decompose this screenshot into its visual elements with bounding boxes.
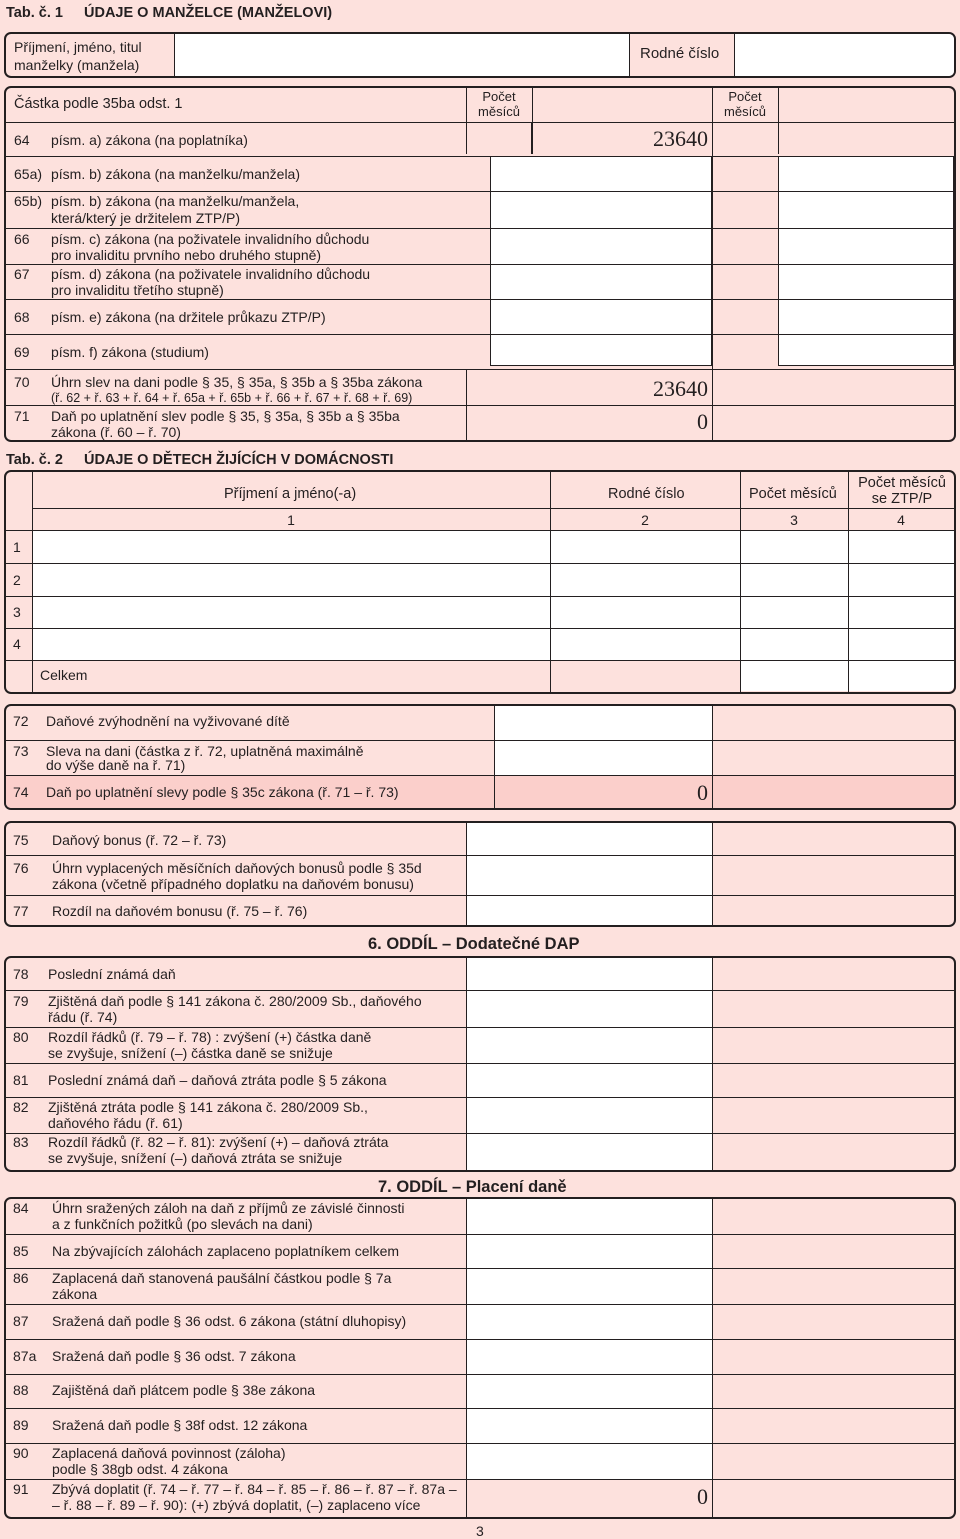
row-71-code: 71: [14, 408, 30, 424]
row-84-code: 84: [13, 1200, 29, 1216]
row-67-text2: pro invaliditu třetího stupně): [51, 282, 224, 298]
page-number: 3: [476, 1523, 484, 1539]
row-84-text2: a z funkčních požitků (po slevách na dani): [52, 1216, 313, 1232]
col-ztp-header-line1: Počet měsíců: [858, 475, 946, 491]
months-label-1: Počet měsíců: [478, 89, 520, 119]
row-71-text2: zákona (ř. 60 – ř. 70): [51, 424, 181, 440]
row-76-text2: zákona (včetně případného doplatku na daňovém bonusu): [52, 876, 414, 892]
children-total-label: Celkem: [40, 667, 88, 683]
row-87a-code: 87a: [13, 1348, 37, 1364]
row-78-text: Poslední známá daň: [48, 966, 176, 982]
col-num-2: 2: [641, 512, 649, 528]
row-65b-code: 65b): [14, 193, 43, 209]
bonus-value-cells[interactable]: [467, 823, 712, 925]
section7-title: 7. ODDÍL – Placení daně: [378, 1178, 567, 1196]
child-row-3: 3: [13, 604, 21, 620]
row-87-text: Sražená daň podle § 36 odst. 6 zákona (státní dluhopisy): [52, 1313, 407, 1329]
months-label-2: Počet měsíců: [724, 89, 766, 119]
row-86-text: Zaplacená daň stanovená paušální částkou podle § 7a: [52, 1270, 392, 1286]
tab1-prefix: Tab. č. 1: [6, 5, 63, 21]
row-65b-text: písm. b) zákona (na manželku/manžela,: [51, 193, 300, 209]
row-79-code: 79: [13, 993, 29, 1009]
row-71-value: 0: [697, 409, 708, 434]
row-76-text: Úhrn vyplacených měsíčních daňových bonusů podle § 35d: [52, 860, 422, 876]
row-64-text: písm. a) zákona (na poplatníka): [51, 132, 248, 148]
children-months-cells[interactable]: [741, 531, 848, 691]
row-78-code: 78: [13, 966, 29, 982]
row-91-text: Zbývá doplatit (ř. 74 – ř. 77 – ř. 84 – ř. 85 – ř. 86 – ř. 87 – ř. 87a –: [52, 1481, 457, 1497]
tab2-prefix: Tab. č. 2: [6, 452, 63, 468]
row-69-code: 69: [14, 344, 30, 360]
row-91-value: 0: [697, 1484, 708, 1509]
col-num-1: 1: [287, 512, 295, 528]
col-months-header: Počet měsíců: [749, 486, 837, 502]
row-73-code: 73: [13, 743, 29, 759]
row-89-text: Sražená daň podle § 38f odst. 12 zákona: [52, 1417, 308, 1433]
row-91-code: 91: [13, 1481, 29, 1497]
row-68-code: 68: [14, 309, 30, 325]
col-num-3: 3: [790, 512, 798, 528]
row-66-text2: pro invaliditu prvního nebo druhého stupně): [51, 247, 322, 263]
row-90-code: 90: [13, 1445, 29, 1461]
row-74-value: 0: [697, 780, 708, 805]
row-91-text2: – ř. 88 – ř. 89 – ř. 90): (+) zbývá doplatit, (–) zaplaceno více: [52, 1497, 421, 1513]
row-79-text2: řádu (ř. 74): [48, 1009, 118, 1025]
row-82-text2: daňového řádu (ř. 61): [48, 1115, 183, 1131]
row-73-text: Sleva na dani (částka z ř. 72, uplatněná maximálně: [46, 743, 364, 759]
row-81-text: Poslední známá daň – daňová ztráta podle § 5 zákona: [48, 1072, 387, 1088]
row-83-text: Rozdíl řádků (ř. 82 – ř. 81): zvýšení (+) – daňová ztráta: [48, 1134, 389, 1150]
row-65b-text2: která/který je držitelem ZTP/P): [51, 210, 241, 226]
row-65a-text: písm. b) zákona (na manželku/manžela): [51, 166, 300, 182]
col-name-header: Příjmení a jméno(-a): [224, 486, 357, 502]
row-80-code: 80: [13, 1029, 29, 1045]
children-ztp-cells[interactable]: [849, 531, 954, 691]
spouse-birth-label: Rodné číslo: [640, 45, 720, 62]
row-82-code: 82: [13, 1099, 29, 1115]
row-70-value: 23640: [653, 376, 708, 401]
row-67-text: písm. d) zákona (na poživatele invalidního důchodu: [51, 266, 371, 282]
row-66-text: písm. c) zákona (na poživatele invalidního důchodu: [51, 231, 370, 247]
row-82-text: Zjištěná ztráta podle § 141 zákona č. 280/2009 Sb.,: [48, 1099, 368, 1115]
row-73-text2: do výše daně na ř. 71): [46, 757, 186, 773]
child-row-4: 4: [13, 636, 21, 652]
row-89-code: 89: [13, 1417, 29, 1433]
row-65a-code: 65a): [14, 166, 43, 182]
row-79-text: Zjištěná daň podle § 141 zákona č. 280/2009 Sb., daňového: [48, 993, 422, 1009]
section6-title: 6. ODDÍL – Dodatečné DAP: [368, 935, 580, 953]
spouse-name-label: Příjmení, jméno, titul manželky (manžela): [14, 39, 142, 73]
col-num-4: 4: [897, 512, 905, 528]
row-77-code: 77: [13, 903, 29, 919]
row-84-text: Úhrn sražených záloh na daň z příjmů ze závislé činnosti: [52, 1200, 405, 1216]
row-85-text: Na zbývajících zálohách zaplaceno poplatníkem celkem: [52, 1243, 400, 1259]
row-72-text: Daňové zvýhodnění na vyživované dítě: [46, 713, 290, 729]
row-80-text: Rozdíl řádků (ř. 79 – ř. 78) : zvýšení (+) částka daně: [48, 1029, 372, 1045]
row-69-text: písm. f) zákona (studium): [51, 344, 209, 360]
col-ztp-header-line2: se ZTP/P: [871, 491, 933, 507]
row-68-text: písm. e) zákona (na držitele průkazu ZTP/P): [51, 309, 326, 325]
row-87a-text: Sražená daň podle § 36 odst. 7 zákona: [52, 1348, 296, 1364]
row-74-code: 74: [13, 784, 29, 800]
row-70-text: Úhrn slev na dani podle § 35, § 35a, § 35b a § 35ba zákona: [51, 374, 423, 390]
row-75-text: Daňový bonus (ř. 72 – ř. 73): [52, 832, 227, 848]
row-81-code: 81: [13, 1072, 29, 1088]
spouse-name-input[interactable]: [174, 34, 630, 76]
row-88-code: 88: [13, 1382, 29, 1398]
row-86-text2: zákona: [52, 1286, 98, 1302]
child-row-2: 2: [13, 572, 21, 588]
tab1-title: ÚDAJE O MANŽELCE (MANŽELOVI): [84, 5, 333, 21]
row-67-code: 67: [14, 266, 30, 282]
row-72-code: 72: [13, 713, 29, 729]
tab2-title: ÚDAJE O DĚTECH ŽIJÍCÍCH V DOMÁCNOSTI: [84, 452, 394, 468]
row-86-code: 86: [13, 1270, 29, 1286]
row-77-text: Rozdíl na daňovém bonusu (ř. 75 – ř. 76): [52, 903, 308, 919]
child-row-1: 1: [13, 539, 21, 555]
row-64-code: 64: [14, 132, 30, 148]
row-74-text: Daň po uplatnění slevy podle § 35c zákona (ř. 71 – ř. 73): [46, 784, 399, 800]
row-71-text: Daň po uplatnění slev podle § 35, § 35a, § 35b a § 35ba: [51, 408, 400, 424]
row-80-text2: se zvyšuje, snížení (–) částka daně se snižuje: [48, 1045, 333, 1061]
row-75-code: 75: [13, 832, 29, 848]
row-87-code: 87: [13, 1313, 29, 1329]
row-88-text: Zajištěná daň plátcem podle § 38e zákona: [52, 1382, 316, 1398]
col-birth-header: Rodné číslo: [608, 486, 685, 502]
spouse-birth-input[interactable]: [734, 34, 954, 76]
row-66-code: 66: [14, 231, 30, 247]
row-70-code: 70: [14, 374, 30, 390]
row-76-code: 76: [13, 860, 29, 876]
row-90-text: Zaplacená daňová povinnost (záloha): [52, 1445, 286, 1461]
row-85-code: 85: [13, 1243, 29, 1259]
amount-label: Částka podle 35ba odst. 1: [14, 96, 183, 112]
row-70-text2: (ř. 62 + ř. 63 + ř. 64 + ř. 65a + ř. 65b + ř. 66 + ř. 67 + ř. 68 + ř. 69): [51, 391, 413, 405]
row-83-code: 83: [13, 1134, 29, 1150]
row-90-text2: podle § 38gb odst. 4 zákona: [52, 1461, 228, 1477]
row-64-value: 23640: [653, 126, 708, 151]
row-83-text2: se zvyšuje, snížení (–) daňová ztráta se snižuje: [48, 1150, 343, 1166]
